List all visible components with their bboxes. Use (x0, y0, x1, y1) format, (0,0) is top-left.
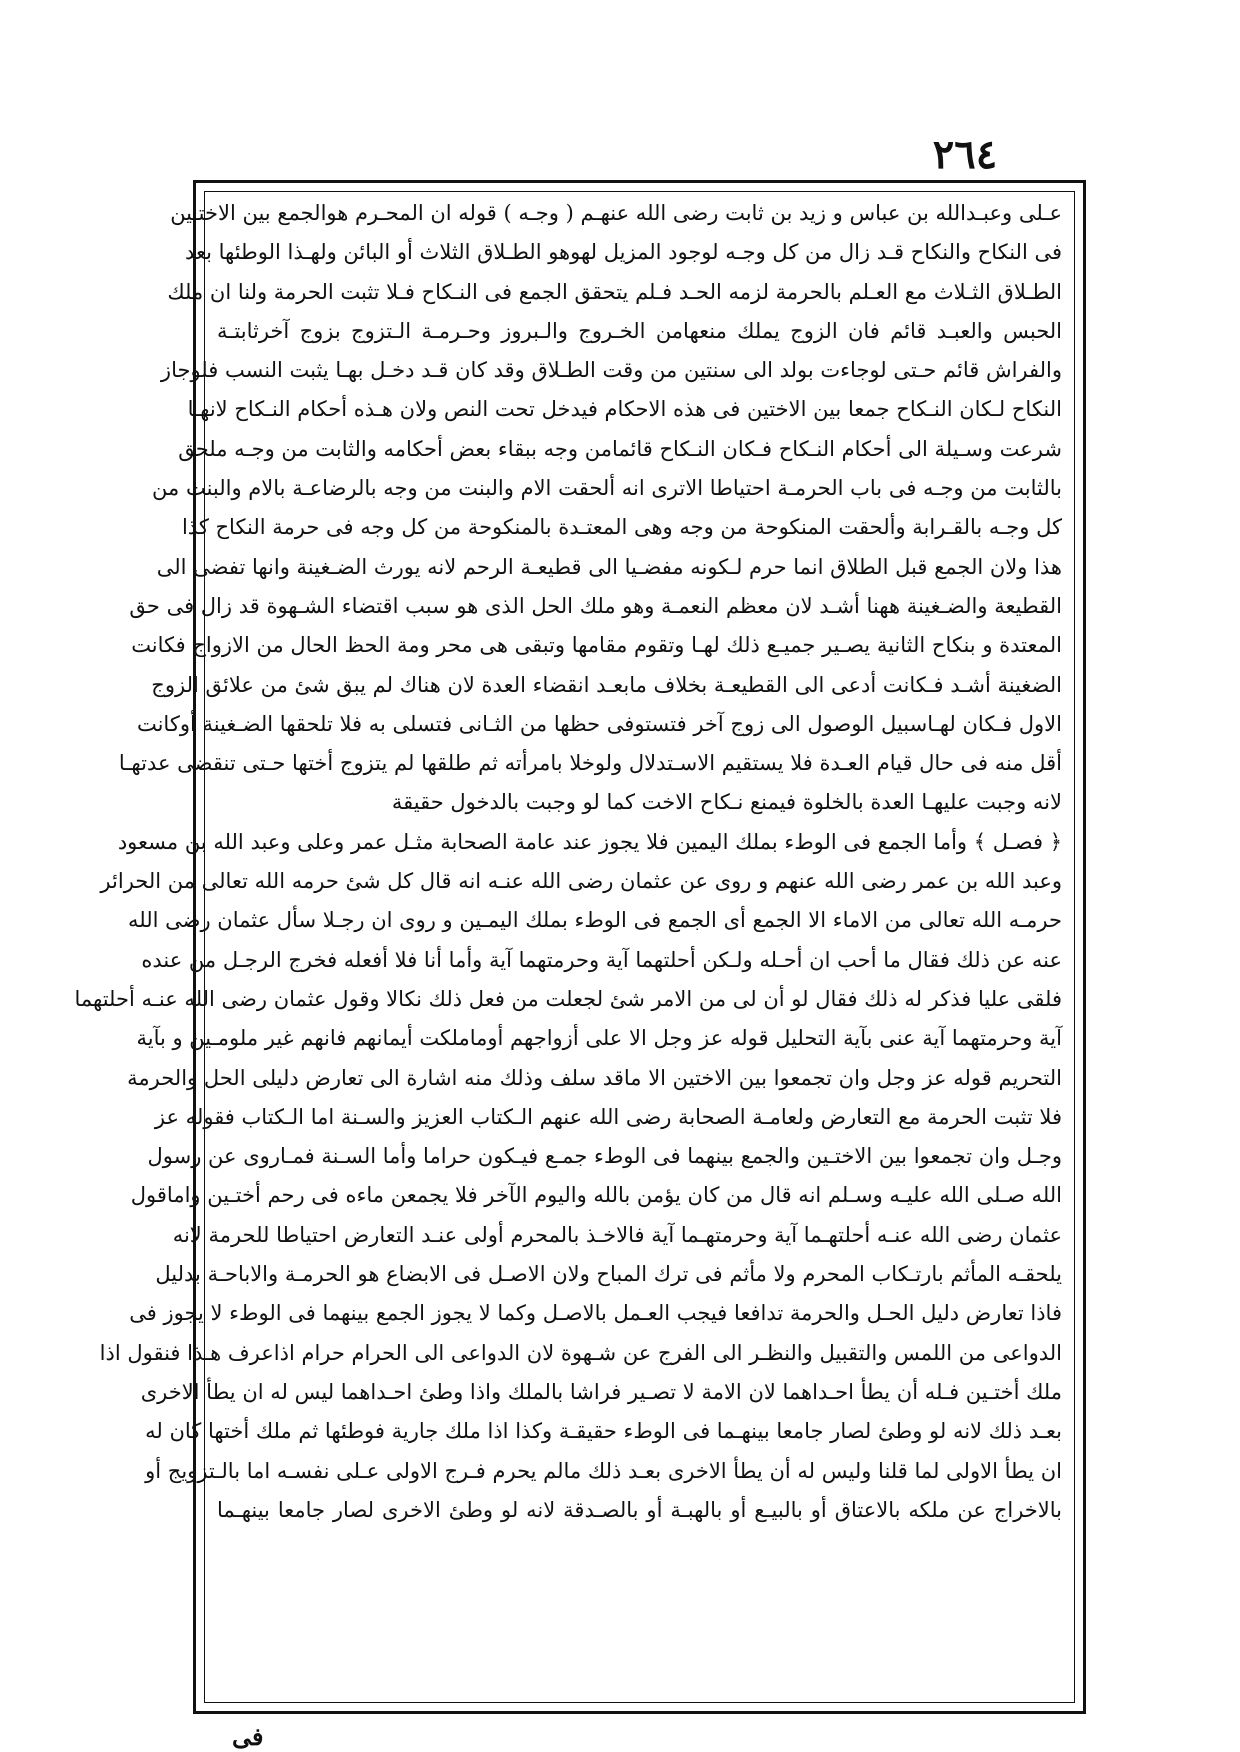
catchword: فى (232, 1722, 264, 1751)
text-line: فى النكاح والنكاح قـد زال من كل وجـه لوجود المزيل لهوهو الطـلاق الثلاث أو البائن ولهـذا الوطئها بعد (184, 240, 1062, 265)
text-line: فلا تثبت الحرمة مع التعارض ولعامـة الصحابة رضى الله عنهم الـكتاب العزيز والسـنة اما الـكتاب فقوله عز (154, 1104, 1062, 1129)
text-line: عـلى وعبـدالله بن عباس و زيد بن ثابت رضى الله عنهـم ( وجـه ) قوله ان المحـرم هوالجمع بين الاختـين (170, 201, 1062, 225)
text-line: لانه وجبت عليهـا العدة بالخلوة فيمنع نـكاح الاخت كما لو وجبت بالدخول حقيقة (391, 790, 1062, 815)
text-line: فاذا تعارض دليل الحـل والحرمة تدافعا فيجب العـمل بالاصـل وكما لا يجوز الجمع بينهما فى الوطء لا يجوز فى (129, 1301, 1062, 1326)
text-line: الضغينة أشـد فـكانت أدعى الى القطيعـة بخلاف مابعـد انقضاء العدة لان هناك لم يبق شئ من علائق الزوج (151, 672, 1062, 697)
text-line: بعـد ذلك لانه لو وطئ لصار جامعا بينهـما فى الوطء حقيقـة وكذا اذا ملك جارية فوطئها ثم ملك أختها كان له (145, 1419, 1062, 1444)
text-line: القطيعة والضـغينة ههنا أشـد لان معظم النعمـة وهو ملك الحل الذى هو سبب اقتضاء الشـهوة قد زال فى حق (129, 593, 1062, 618)
text-line: آية وحرمتهما آية عنى بآية التحليل قوله عز وجل الا على أزواجهم أوماملكت أيمانهم فانهم غير ملومـين و بآية (136, 1026, 1062, 1051)
text-line: وعبد الله بن عمر رضى الله عنهم و روى عن عثمان رضى الله عنـه انه قال كل شئ حرمه الله تعالى من الحرائر (100, 869, 1062, 894)
text-line: الطـلاق الثـلاث مع العـلم بالحرمة لزمه الحـد فـلم يتحقق الجمع فى النـكاح فـلا تثبت الحرمة ولنا ان ملك (167, 279, 1062, 304)
text-line: أقل منه فى حال قيام العـدة فلا يستقيم الاسـتدلال ولوخلا بامرأته ثم طلقها لم يتزوج أختها حـتى تنقضى عدتهـا (118, 751, 1062, 776)
text-line: الله صـلى الله عليـه وسـلم انه قال من كان يؤمن بالله واليوم الآخر فلا يجمعن ماءه فى رحم أختـين واماقول (130, 1183, 1062, 1208)
text-line: بالاخراج عن ملكه بالاعتاق أو بالبيـع أو بالهبـة أو بالصـدقة لانه لو وطئ الاخرى لصار جامعا بينهـما (217, 1497, 1062, 1522)
text-line: النكاح لـكان النـكاح جمعا بين الاختين فى هذه الاحكام فيدخل تحت النص ولان هـذه أحكام النـكاح لانهـا (187, 397, 1062, 422)
text-line: عثمان رضى الله عنـه أحلتهـما آية وحرمتهـما آية فالاخـذ بالمحرم أولى عنـد التعارض احتياطا للحرمة لانه (172, 1222, 1062, 1247)
text-line: يلحقـه المأثم بارتـكاب المحرم ولا مأثم فى ترك المباح ولان الاصـل فى الابضاع هو الحرمـة والاباحـة بدليل (155, 1262, 1062, 1287)
text-line: والفراش قائم حـتى لوجاءت بولد الى سنتين من وقت الطـلاق وقد كان قـد دخـل بهـا يثبت النسب فلوجاز (160, 358, 1062, 383)
text-line: وجـل وان تجمعوا بين الاختـين والجمع بينهما فى الوطء جمـع فيـكون حراما وأما السـنة فمـاروى عن رسول (147, 1144, 1062, 1169)
text-line: بالثابت من وجـه فى باب الحرمـة احتياطا الاترى انه ألحقت الام والبنت من وجه بالرضاعـة بالام والبنت من (152, 476, 1062, 501)
text-line: عنه عن ذلك فقال ما أحب ان أحـله ولـكن أحلتهما آية وحرمتهما آية وأما أنا فلا أفعله فخرج الرجـل من عنده (141, 947, 1062, 972)
text-line: الاول فـكان لهـاسبيل الوصول الى زوج آخر فتستوفى حظها من الثـانى فتسلى به فلا تلحقها الضـغينة أوكانت (136, 711, 1062, 736)
text-line: كل وجـه بالقـرابة وألحقت المنكوحة من وجه وهى المعتـدة بالمنكوحة من كل وجه فى حرمة النكاح كذا (181, 515, 1062, 540)
text-line: ملك أختـين فـله أن يطأ احـداهما لان الامة لا تصـير فراشا بالملك واذا وطئ احـداهما ليس له ان يطأ الاخرى (140, 1379, 1062, 1404)
text-line: المعتدة و بنكاح الثانية يصـير جميـع ذلك لهـا وتقوم مقامها وتبقى هى محر ومة الحظ الحال من الازواج فكانت (131, 633, 1062, 658)
page-number: ٢٦٤ (932, 131, 998, 178)
text-line: ان يطأ الاولى لما قلنا وليس له أن يطأ الاخرى بعـد ذلك مالم يحرم فـرج الاولى عـلى نفسـه اما بالـتزويج أو (145, 1458, 1062, 1483)
text-line: فلقى عليا فذكر له ذلك فقال لو أن لى من الامر شئ لجعلت من فعل ذلك نكالا وقول عثمان رضى الله عنـه أحلتهما (74, 986, 1062, 1011)
main-text (74, 190, 1076, 1704)
text-line: الحبس والعبـد قائم فان الزوج يملك منعهامن الخـروج والـبروز وحـرمـة الـتزوج بزوج آخرثابتـة (217, 318, 1062, 343)
text-line: التحريم قوله عز وجل وان تجمعوا بين الاختين الا ماقد سلف وذلك منه اشارة الى تعارض دليلى الحل والحرمة (127, 1065, 1062, 1090)
text-line: شرعت وسـيلة الى أحكام النـكاح فـكان النـكاح قائمامن وجه ببقاء بعض أحكامه والثابت من وجـه ملحق (178, 436, 1062, 461)
text-line: حرمـه الله تعالى من الاماء الا الجمع أى الجمع فى الوطء بملك اليمـين و روى ان رجـلا سأل عثمان رضى الله (128, 908, 1062, 933)
text-line: هذا ولان الجمع قبل الطلاق انما حرم لـكونه مفضـيا الى قطيعـة الرحم لانه يورث الضـغينة وانها تفضى الى (156, 554, 1062, 579)
text-line: الدواعى من اللمس والتقبيل والنظـر الى الفرج عن شـهوة لان الدواعى الى الحرام حرام اذاعرف هـذا فنقول اذا (99, 1340, 1062, 1365)
section-heading-line: ﴿ فصـل ﴾ وأما الجمع فى الوطء بملك اليمين فلا يجوز عند عامة الصحابة مثـل عمر وعلى وعبد الله بن مسعود (117, 829, 1062, 854)
